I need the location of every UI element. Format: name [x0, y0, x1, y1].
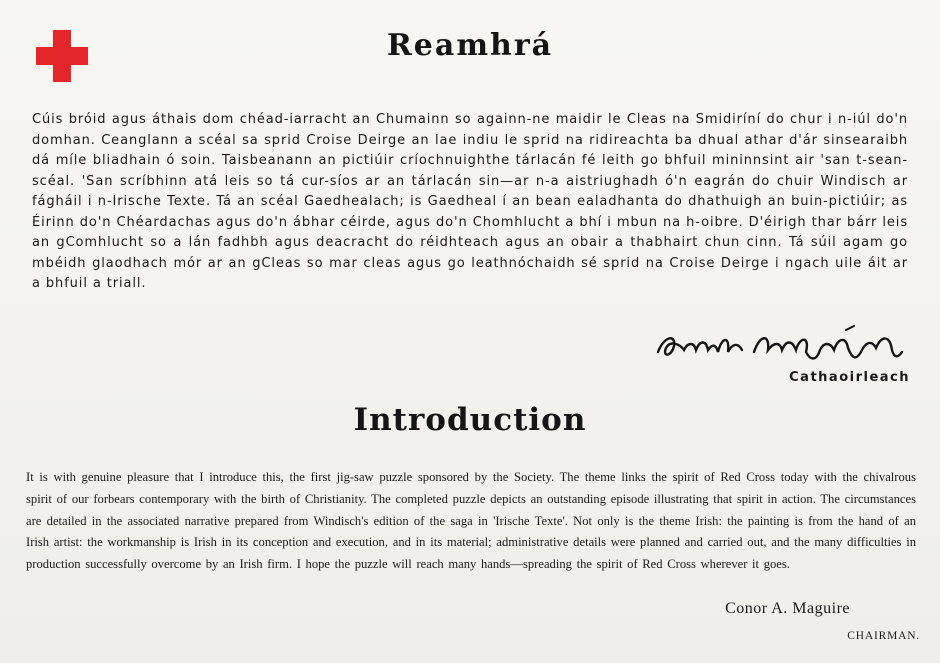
english-signature-name: Conor A. Maguire	[725, 600, 850, 617]
irish-title: Reamhrá	[386, 28, 554, 63]
english-title: Introduction	[353, 402, 587, 438]
english-introduction-text: It is with genuine pleasure that I introduce this, the first jig-saw puzzle sponsored by the Society. The theme links the spirit of Red Cross today with the chivalrous spirit of our forbears contemporary with the birth of Christianity. The completed puzzle depicts an outstanding episode illustrating that spirit in action. The circumstances are detailed in the associated narrative prepared from Windisch's edition of the saga in 'Irische Texte'. Not only is the theme Irish: the painting is from the hand of an Irish artist: the workmanship is Irish in its conception and execution, and in its material; administrative details were planned and carried out, and the many difficulties in production successfully overcome by an Irish firm. I hope the puzzle will reach many hands—spreading the spirit of Red Cross wherever it goes.	[26, 470, 916, 572]
handwritten-signature	[650, 322, 910, 366]
signature-scribble-icon	[650, 322, 910, 366]
irish-foreword-text: Cúis bróid agus áthais dom chéad-iarracht an Chumainn so againn-ne maidir le Cleas na Smidiríní do chur i n-iúl do'n domhan. Ceanglann a scéal sa sprid Croise Deirge an lae indiu le sprid na ridireachta ba dhual athar d'ár sinsearaibh dá míle bliadhain ó soin. Taisbeanann an pictiúir críochnuighthe tárlacán fé leith go bhfuil mininnsint air 'san t-sean-scéal. 'San scríbhinn atá leis so tá cur-síos ar an tárlacán sin—ar n-a aistriughadh ó'n eagrán do chuir Windisch ar fágháil i n-Irische Texte. Tá an scéal Gaedhealach; is Gaedheal í an bean ealadhanta do dhathuigh an buin-pictiúir; as Éirinn do'n Chéardachas agus do'n ábhar céirde, agus do'n Chomhlucht a bhí i mbun na h-oibre. D'éirigh thar bárr leis an gComhlucht so a lán fadhbh agus deacracht do réidhteach agus an obair a thabhairt chun cinn. Tá súil agam go mbéidh glaodhach mór ar an gCleas so mar cleas agus go leathnóchaidh sé sprid na Croise Deirge i ngach uile áit ar a bhfuil a triall.	[32, 112, 908, 291]
irish-signature-title: Cathaoirleach	[789, 370, 910, 385]
english-signature-title: CHAIRMAN.	[847, 630, 920, 642]
